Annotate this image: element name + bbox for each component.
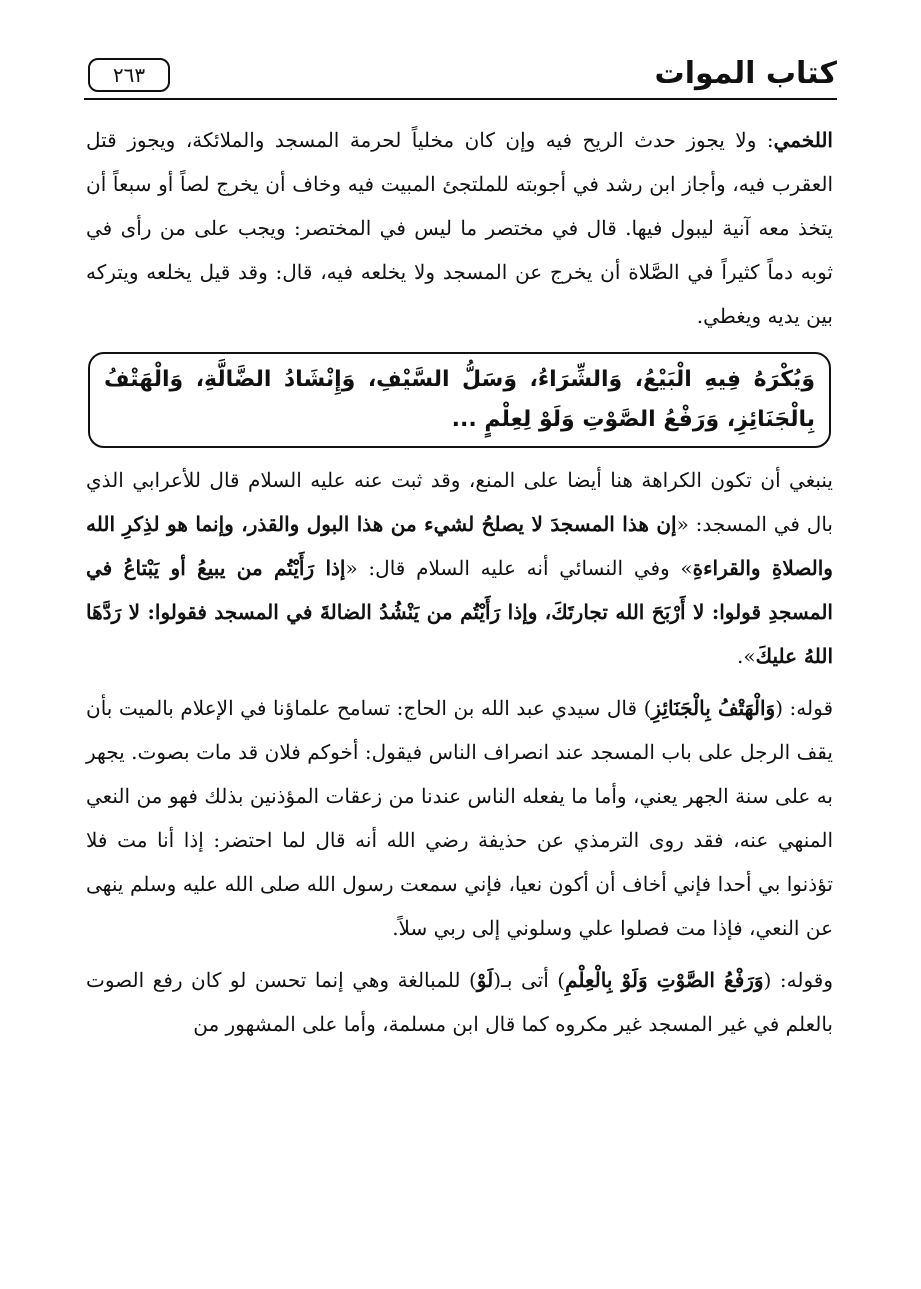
author-lead: اللخمي: [773, 128, 833, 152]
page-body: [86, 118, 833, 1046]
paragraph-text: قوله: (: [775, 696, 834, 720]
paragraph-text: وقوله: (: [763, 968, 834, 992]
matn-quote: وَالْهَتْفُ بِالْجَنَائِزِ: [651, 696, 776, 720]
paragraph-lakhmi: [86, 118, 833, 338]
matn-text-box: وَيُكْرَهُ فِيهِ الْبَيْعُ، وَالشِّرَاءُ، وَسَلُّ السَّيْفِ، وَإِنْشَادُ الضَّالَّةِ، وَالْهَتْفُ بِالْجَنَائِزِ، وَرَفْعُ الصَّوْتِ وَلَوْ لِعِلْمٍ ...: [88, 352, 831, 448]
hadith-quote: إذا رَأَيْتُم من يبيعُ أو يَبْتاعُ في المسجدِ قولوا: لا أَرْبَحَ الله تجارتَكَ، وإذا رَأَيْتُم من يَنْشُدُ الضالةَ في المسجد فقولوا: لا رَدَّهَا اللهُ عليكَ: [86, 556, 833, 668]
paragraph-text: ينبغي أن تكون الكراهة هنا أيضا على المنع، وقد ثبت عنه عليه السلام قال للأعرابي الذي بال في المسجد: «: [86, 468, 833, 536]
paragraph-raising-voice: [86, 958, 833, 1046]
book-title: كتاب الموات: [654, 56, 837, 91]
paragraph-gap: [86, 950, 833, 958]
paragraph-text: : ولا يجوز حدث الريح فيه وإن كان مخلياً لحرمة المسجد والملائكة، ويجوز قتل العقرب فيه، وأجاز ابن رشد في أجوبته للملتجئ المبيت فيه وخاف أن يخرج لصاً أو سبعاً أن يتخذ معه آنية ليبول فيها. قال في مختصر ما ليس في المختصر: ويجب على من رأى في ثوبه دماً كثيراً في الصَّلاة أن يخرج عن المسجد ولا يخلعه فيه، قال: وقد قيل يخلعه ويتركه بين يديه ويغطي.: [86, 128, 833, 328]
paragraph-text: » وفي النسائي أنه عليه السلام قال: «: [345, 556, 693, 580]
paragraph-gap: [86, 678, 833, 686]
page-number: ٢٦٣: [88, 58, 170, 92]
paragraph-text: ) أتى بـ(: [493, 968, 566, 992]
matn-quote: وَرَفْعُ الصَّوْتِ وَلَوْ بِالْعِلْمِ: [565, 968, 764, 992]
paragraph-funeral: [86, 686, 833, 950]
page-header: [84, 52, 837, 100]
paragraph-text: ».: [737, 644, 756, 668]
paragraph-text: ) للمبالغة وهي إنما تحسن لو كان رفع الصوت بالعلم في غير المسجد غير مكروه كما قال ابن مسلمة، وأما على المشهور من: [86, 968, 833, 1036]
matn-quote: لَوْ: [476, 968, 494, 992]
paragraph-text: ) قال سيدي عبد الله بن الحاج: تسامح علماؤنا في الإعلام بالميت بأن يقف الرجل على باب المسجد عند انصراف الناس فيقول: أخوكم فلان قد مات بصوت. يجهر به على سنة الجهر يعني، وأما ما يفعله الناس عندنا من زعقات المؤذنين بذلك فهو من النعي المنهي عنه، فقد روى الترمذي عن حذيفة رضي الله أنه قال لما احتضر: إذا أنا مت فلا تؤذنوا بي أحدا فإني أخاف أن أكون نعيا، فإني سمعت رسول الله صلى الله عليه وسلم ينهى عن النعي، فإذا مت فصلوا علي وسلوني إلى ربي سلاً.: [86, 696, 833, 940]
hadith-quote: إن هذا المسجدَ لا يصلحُ لشيء من هذا البول والقذر، وإنما هو لذِكرِ الله والصلاةِ والقراءةِ: [86, 512, 833, 580]
header-divider: [84, 98, 837, 100]
paragraph-hadith: [86, 458, 833, 678]
